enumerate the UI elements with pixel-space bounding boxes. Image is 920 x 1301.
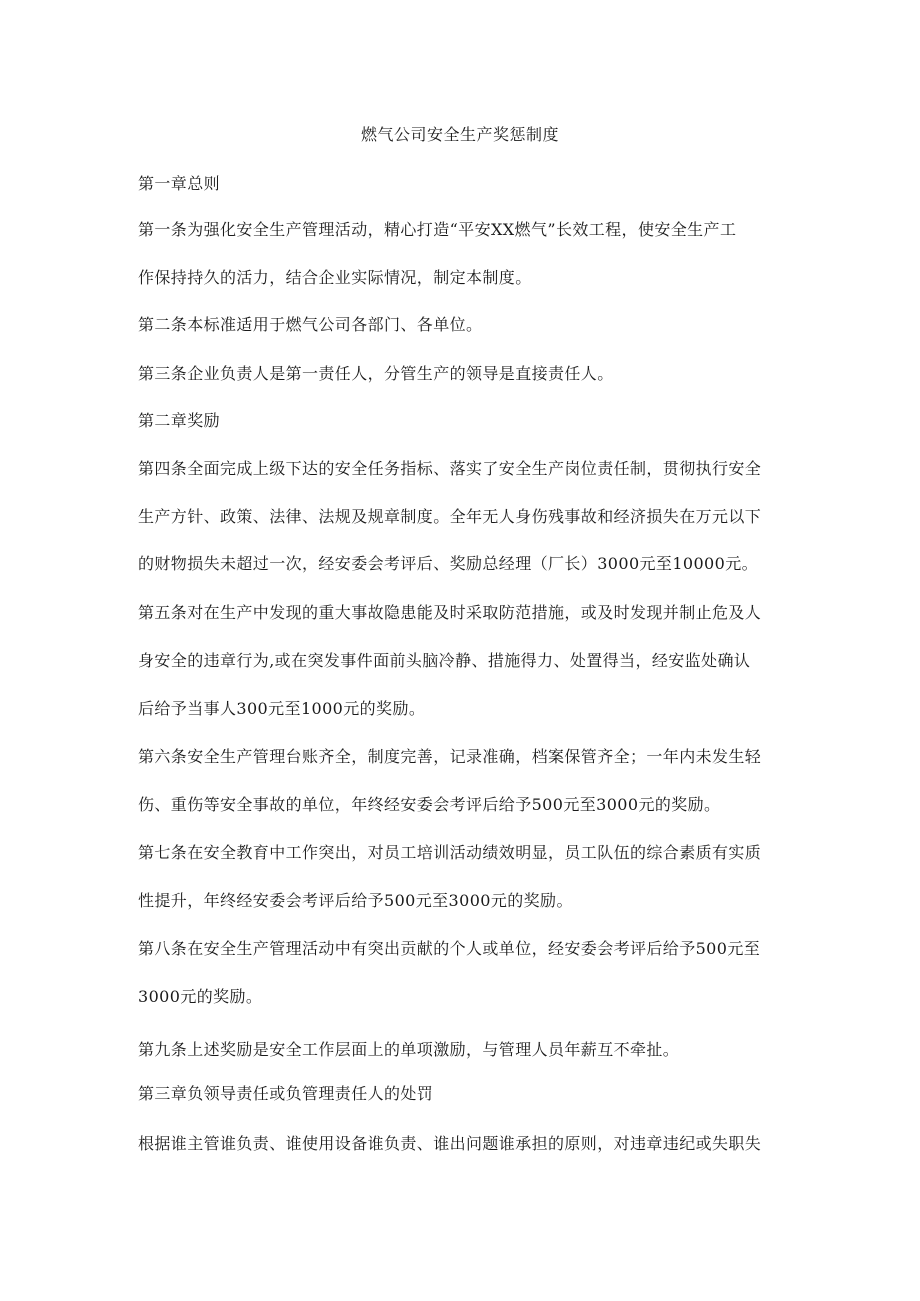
paragraph-line: 第三条企业负责人是第一责任人，分管生产的领导是直接责任人。 [138, 364, 614, 383]
paragraph-line: 根据谁主管谁负责、谁使用设备谁负责、谁出问题谁承担的原则，对违章违纪或失职失 [138, 1134, 762, 1153]
chapter-heading: 第一章总则 [138, 174, 221, 193]
paragraph-line: 作保持持久的活力，结合企业实际情况，制定本制度。 [138, 268, 532, 287]
paragraph-line: 伤、重伤等安全事故的单位，年终经安委会考评后给予500元至3000元的奖励。 [138, 795, 721, 814]
paragraph-line: 生产方针、政策、法律、法规及规章制度。全年无人身伤残事故和经济损失在万元以下 [138, 507, 762, 526]
paragraph-line: 性提升，年终经安委会考评后给予500元至3000元的奖励。 [138, 891, 573, 910]
paragraph-line: 第六条安全生产管理台账齐全，制度完善，记录准确，档案保管齐全；一年内未发生轻 [138, 747, 762, 766]
chapter-heading: 第二章奖励 [138, 411, 221, 430]
paragraph-line: 第二条本标准适用于燃气公司各部门、各单位。 [138, 315, 483, 334]
paragraph-line: 第四条全面完成上级下达的安全任务指标、落实了安全生产岗位责任制，贯彻执行安全 [138, 459, 762, 478]
paragraph-line: 3000元的奖励。 [138, 987, 263, 1006]
chapter-heading: 第三章负领导责任或负管理责任人的处罚 [138, 1084, 434, 1103]
paragraph-line: 第一条为强化安全生产管理活动，精心打造“平安XX燃气”长效工程，使安全生产工 [138, 220, 737, 239]
paragraph-line: 第八条在安全生产管理活动中有突出贡献的个人或单位，经安委会考评后给予500元至 [138, 939, 761, 958]
paragraph-line: 第五条对在生产中发现的重大事故隐患能及时采取防范措施，或及时发现并制止危及人 [138, 603, 762, 622]
paragraph-line: 的财物损失未超过一次，经安委会考评后、奖励总经理（厂长）3000元至10000元。 [138, 554, 759, 573]
paragraph-line: 后给予当事人300元至1000元的奖励。 [138, 699, 426, 718]
document-title: 燃气公司安全生产奖惩制度 [360, 125, 559, 144]
paragraph-line: 身安全的违章行为,或在突发事件面前头脑冷静、措施得力、处置得当，经安监处确认 [138, 651, 751, 670]
paragraph-line: 第七条在安全教育中工作突出，对员工培训活动绩效明显，员工队伍的综合素质有实质 [138, 843, 762, 862]
paragraph-line: 第九条上述奖励是安全工作层面上的单项激励，与管理人员年薪互不牵扯。 [138, 1040, 680, 1059]
